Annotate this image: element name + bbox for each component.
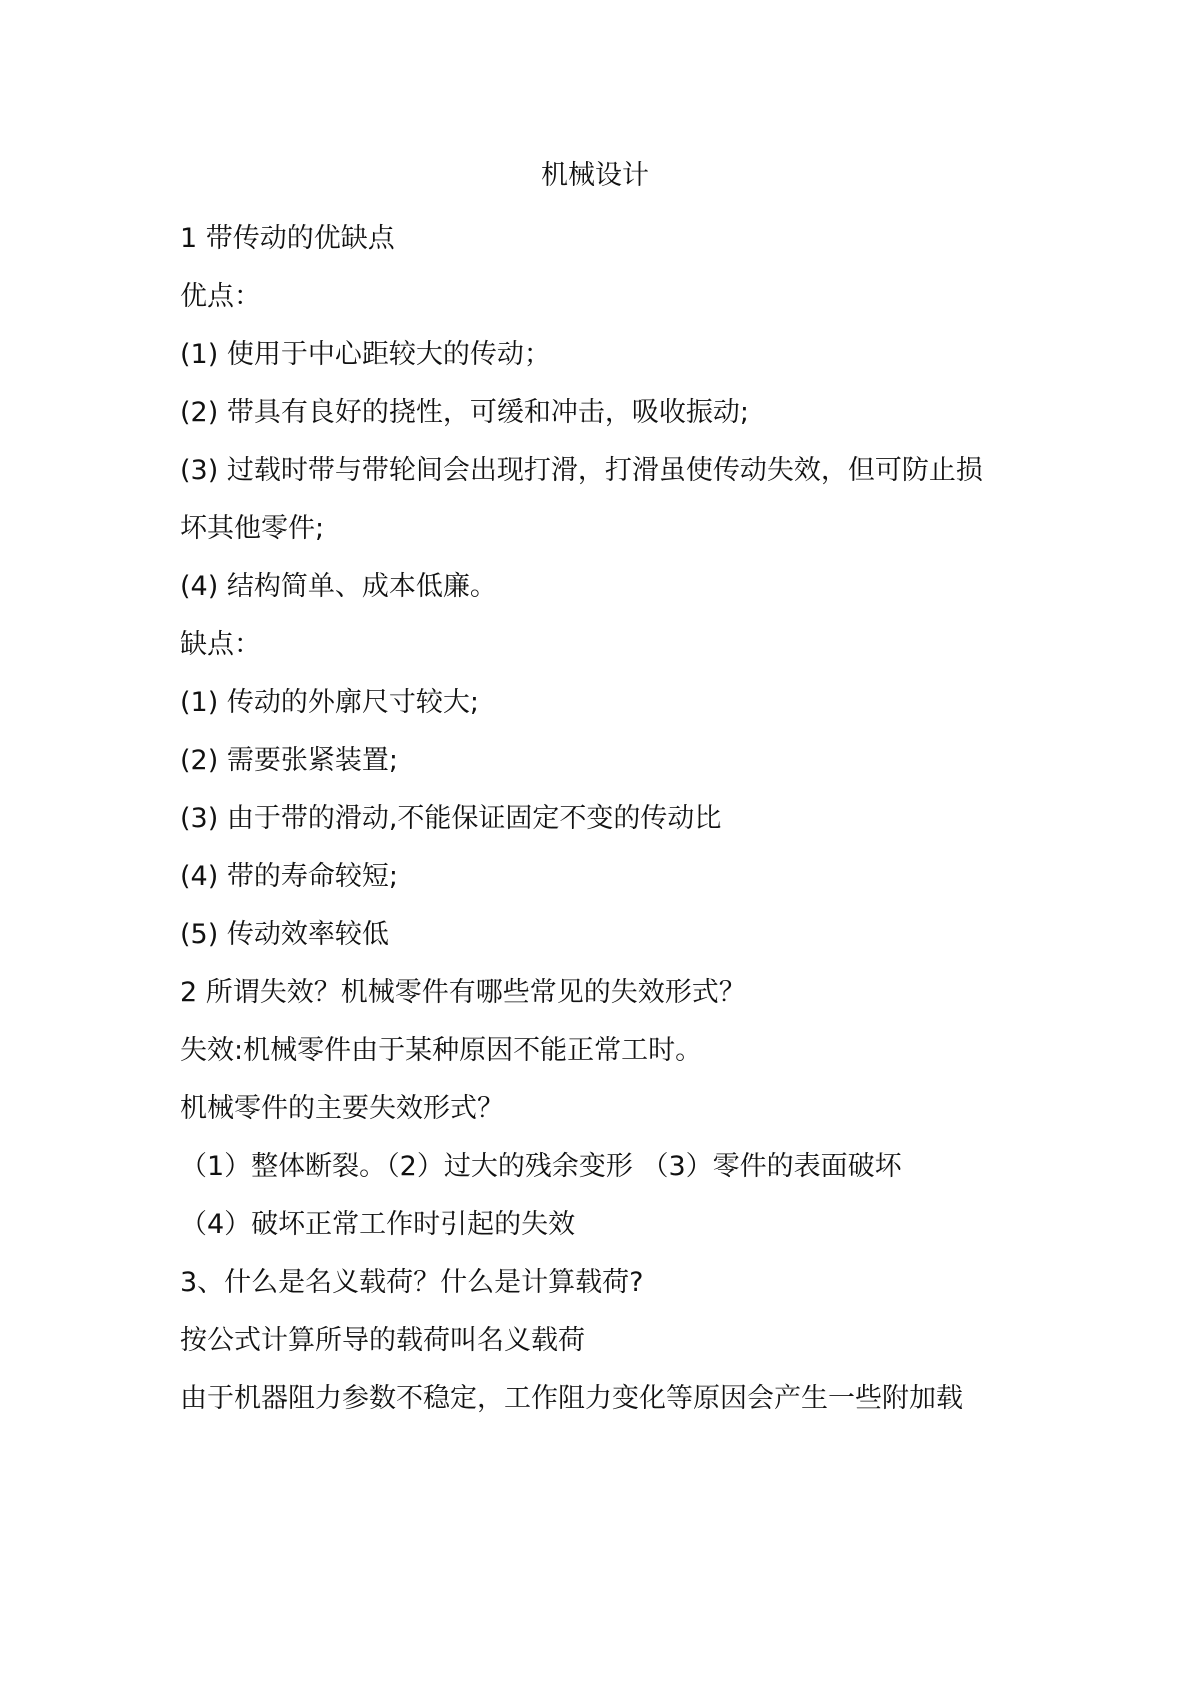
disadvantage-item-3: (3) 由于带的滑动,不能保证固定不变的传动比: [180, 803, 722, 834]
section-heading-1: 1 带传动的优缺点: [180, 223, 395, 254]
advantage-item-3: (3) 过载时带与带轮间会出现打滑，打滑虽使传动失效，但可防止损: [180, 455, 983, 486]
disadvantage-item-2: (2) 需要张紧装置;: [180, 745, 398, 776]
nominal-load-definition: 按公式计算所导的载荷叫名义载荷: [180, 1325, 585, 1356]
disadvantages-heading: 缺点：: [180, 629, 261, 660]
advantage-item-3-cont: 坏其他零件;: [180, 513, 325, 544]
failure-forms-list-2: （4）破坏正常工作时引起的失效: [180, 1209, 576, 1240]
advantage-item-1: (1) 使用于中心距较大的传动；: [180, 339, 551, 370]
disadvantage-item-4: (4) 带的寿命较短;: [180, 861, 398, 892]
section-heading-3: 3、什么是名义载荷？什么是计算载荷?: [180, 1267, 644, 1298]
advantage-item-2: (2) 带具有良好的挠性，可缓和冲击，吸收振动;: [180, 397, 749, 428]
failure-forms-list-1: （1）整体断裂。（2）过大的残余变形 （3）零件的表面破坏: [180, 1151, 902, 1182]
advantages-heading: 优点：: [180, 281, 261, 312]
disadvantage-item-1: (1) 传动的外廓尺寸较大;: [180, 687, 479, 718]
advantage-item-4: (4) 结构简单、成本低廉。: [180, 571, 497, 602]
page-title: 机械设计: [541, 160, 649, 191]
failure-definition: 失效:机械零件由于某种原因不能正常工时。: [180, 1035, 703, 1066]
calculated-load-text: 由于机器阻力参数不稳定，工作阻力变化等原因会产生一些附加载: [180, 1383, 963, 1414]
disadvantage-item-5: (5) 传动效率较低: [180, 919, 389, 950]
failure-forms-question: 机械零件的主要失效形式？: [180, 1093, 504, 1124]
section-heading-2: 2 所谓失效？机械零件有哪些常见的失效形式？: [180, 977, 746, 1008]
